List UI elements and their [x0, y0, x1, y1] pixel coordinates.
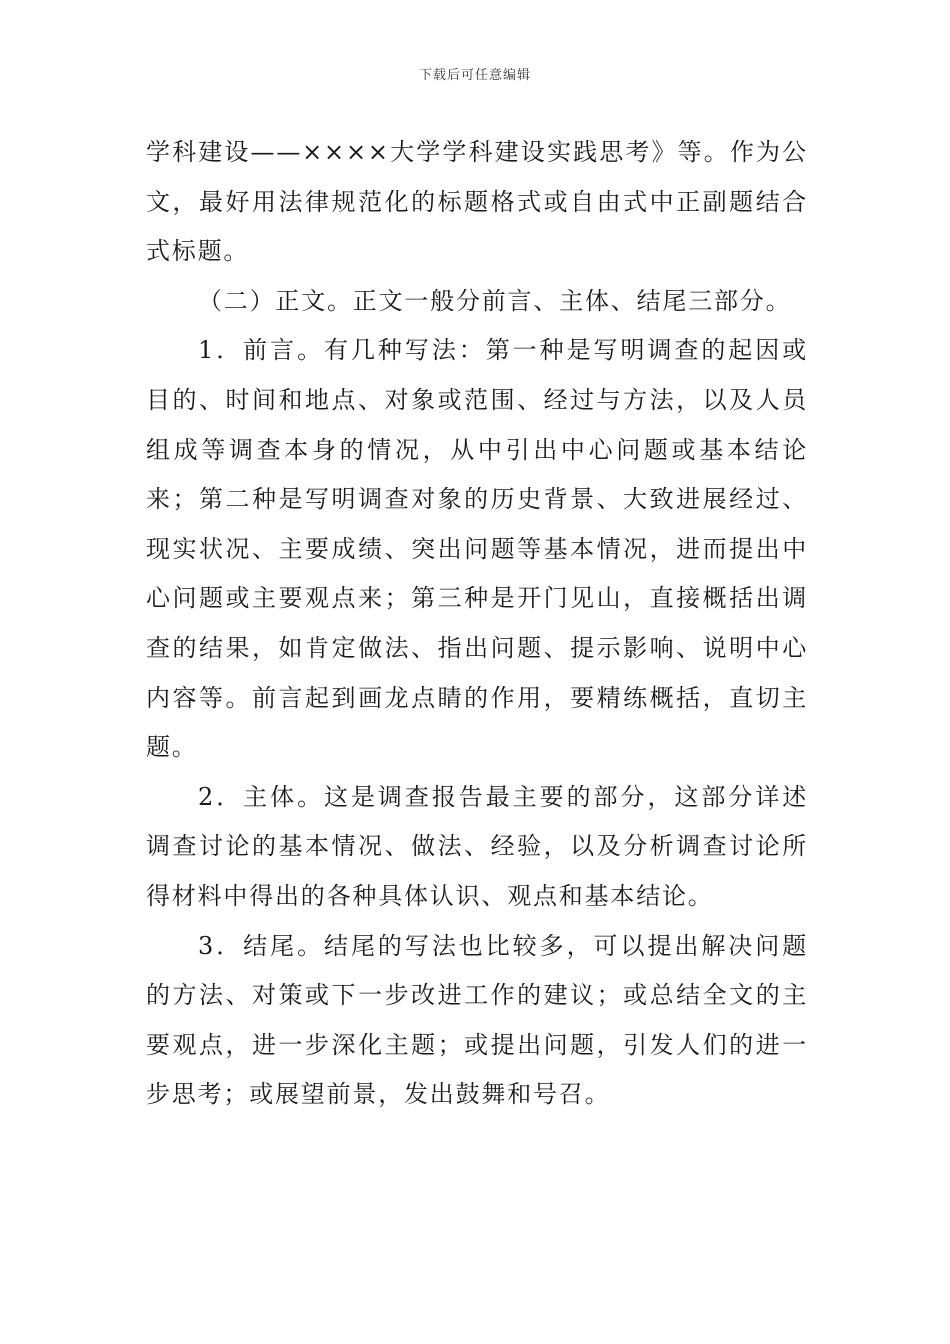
- paragraph-main-text-heading: （二）正文。正文一般分前言、主体、结尾三部分。: [198, 286, 792, 315]
- document-body: [146, 128, 808, 1120]
- paragraph-body: 2．主体。这是调查报告最主要的部分，这部分详述调查讨论的基本情况、做法、经验，以及分析调查讨论所得材料中得出的各种具体认识、观点和基本结论。: [146, 782, 808, 910]
- paragraph-preface: 1．前言。有几种写法：第一种是写明调查的起因或目的、时间和地点、对象或范围、经过与方法，以及人员组成等调查本身的情况，从中引出中心问题或基本结论来；第二种是写明调查对象的历史背景、大致进展经过、现实状况、主要成绩、突出问题等基本情况，进而提出中心问题或主要观点来；第三种是开门见山，直接概括出调查的结果，如肯定做法、指出问题、提示影响、说明中心内容等。前言起到画龙点睛的作用，要精练概括，直切主题。: [146, 336, 808, 762]
- page-header: 下载后可任意编辑: [418, 68, 531, 83]
- paragraph-ending: 3．结尾。结尾的写法也比较多，可以提出解决问题的方法、对策或下一步改进工作的建议；或总结全文的主要观点，进一步深化主题；或提出问题，引发人们的进一步思考；或展望前景，发出鼓舞和号召。: [146, 931, 808, 1109]
- paragraph-title-continuation: 学科建设——××××大学学科建设实践思考》等。作为公文，最好用法律规范化的标题格式或自由式中正副题结合式标题。: [146, 138, 808, 266]
